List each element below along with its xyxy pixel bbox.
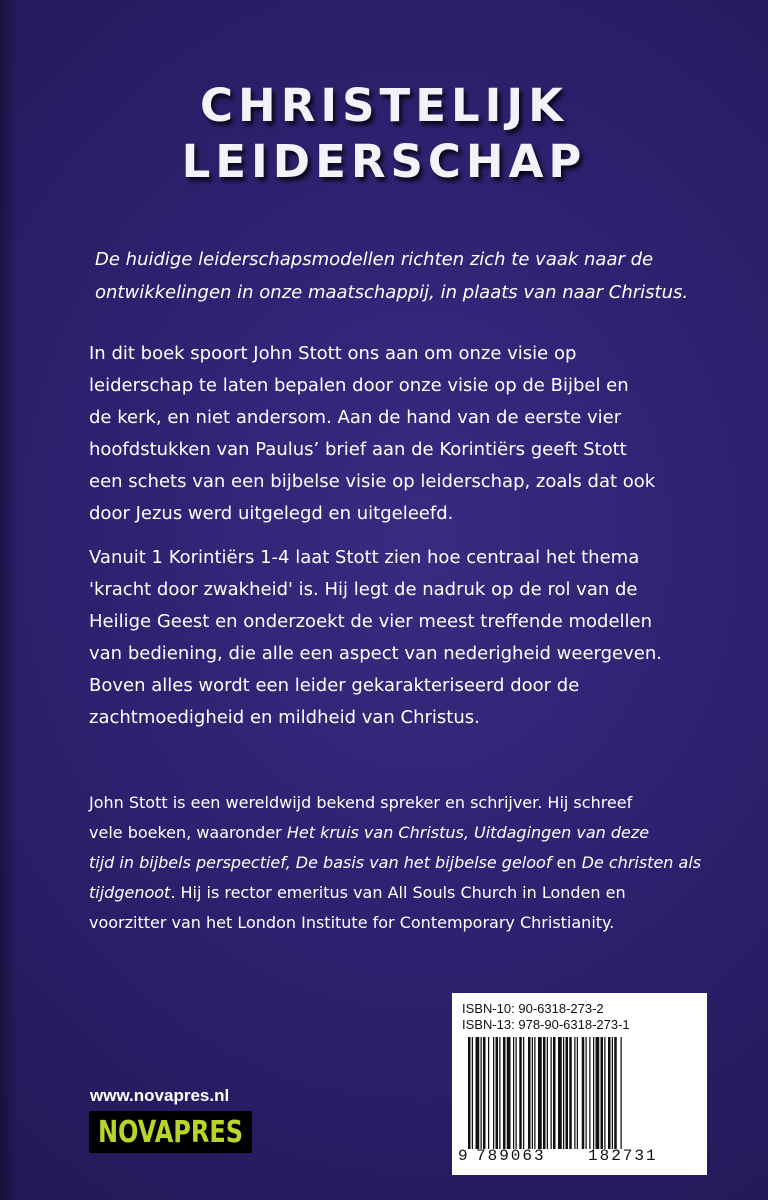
book-titles: Het kruis van Christus, Uitdagingen van deze <box>286 823 650 842</box>
book-titles: tijd in bijbels perspectief, De basis van het bijbelse geloof <box>89 853 552 872</box>
paragraph-line: zachtmoedigheid en mildheid van Christus. <box>89 707 480 728</box>
paragraph-line: een schets van een bijbelse visie op leiderschap, zoals dat ook <box>89 471 656 492</box>
intro-line: ontwikkelingen in onze maatschappij, in plaats van naar Christus. <box>95 282 689 303</box>
publisher-logo-text: NOVAPRES <box>97 1114 244 1150</box>
bio-text: voorzitter van het London Institute for Contemporary Christianity. <box>89 913 615 932</box>
bio-line <box>89 788 739 818</box>
paragraph-line: leiderschap te laten bepalen door onze visie op de Bijbel en <box>89 375 629 396</box>
isbn-10: ISBN-10: 90-6318-273-2 <box>462 1001 604 1016</box>
paragraph-line: 'kracht door zwakheid' is. Hij legt de nadruk op de rol van de <box>89 579 638 600</box>
author-bio <box>89 788 739 938</box>
bio-text: en <box>551 853 582 872</box>
barcode-digits <box>458 1147 698 1169</box>
paragraph-line: door Jezus werd uitgelegd en uitgeleefd. <box>89 503 454 524</box>
barcode-panel <box>452 993 707 1175</box>
publisher-website: www.novapres.nl <box>90 1086 230 1105</box>
barcode-digits-right: 182731 <box>588 1147 658 1165</box>
paragraph-line: van bediening, die alle een aspect van nederigheid weergeven. <box>89 643 662 664</box>
intro-text <box>95 243 715 309</box>
book-titles: De christen als <box>581 853 702 872</box>
paragraph-line: In dit boek spoort John Stott ons aan om onze visie op <box>89 343 577 364</box>
paragraph-line: Heilige Geest en onderzoekt de vier meest treffende modellen <box>89 611 653 632</box>
paragraph-line: hoofdstukken van Paulus’ brief aan de Korintiërs geeft Stott <box>89 439 627 460</box>
paragraph-line: Boven alles wordt een leider gekarakteriseerd door de <box>89 675 580 696</box>
bio-line <box>89 878 739 908</box>
description-paragraph-1 <box>89 338 739 530</box>
bio-text: John Stott is een wereldwijd bekend spreker en schrijver. Hij schreef <box>89 793 633 812</box>
bio-line <box>89 848 739 878</box>
description-paragraph-2 <box>89 542 739 734</box>
barcode-icon <box>466 1037 696 1149</box>
paragraph-line: de kerk, en niet andersom. Aan de hand van de eerste vier <box>89 407 622 428</box>
book-titles: tijdgenoot <box>89 883 171 902</box>
barcode-digits-left: 789063 <box>476 1147 546 1165</box>
barcode-digit-first: 9 <box>458 1147 468 1165</box>
intro-line: De huidige leiderschapsmodellen richten zich te vaak naar de <box>95 249 654 270</box>
isbn-13: ISBN-13: 978-90-6318-273-1 <box>462 1017 630 1032</box>
bio-line <box>89 908 739 938</box>
bio-text: . Hij is rector emeritus van All Souls Church in Londen en <box>170 883 626 902</box>
bio-line <box>89 818 739 848</box>
paragraph-line: Vanuit 1 Korintiërs 1-4 laat Stott zien hoe centraal het thema <box>89 547 640 568</box>
title-line-1: CHRISTELIJK <box>200 79 568 132</box>
bio-text: vele boeken, waaronder <box>89 823 287 842</box>
title-line-2: LEIDERSCHAP <box>181 135 587 188</box>
publisher-logo <box>89 1111 252 1153</box>
